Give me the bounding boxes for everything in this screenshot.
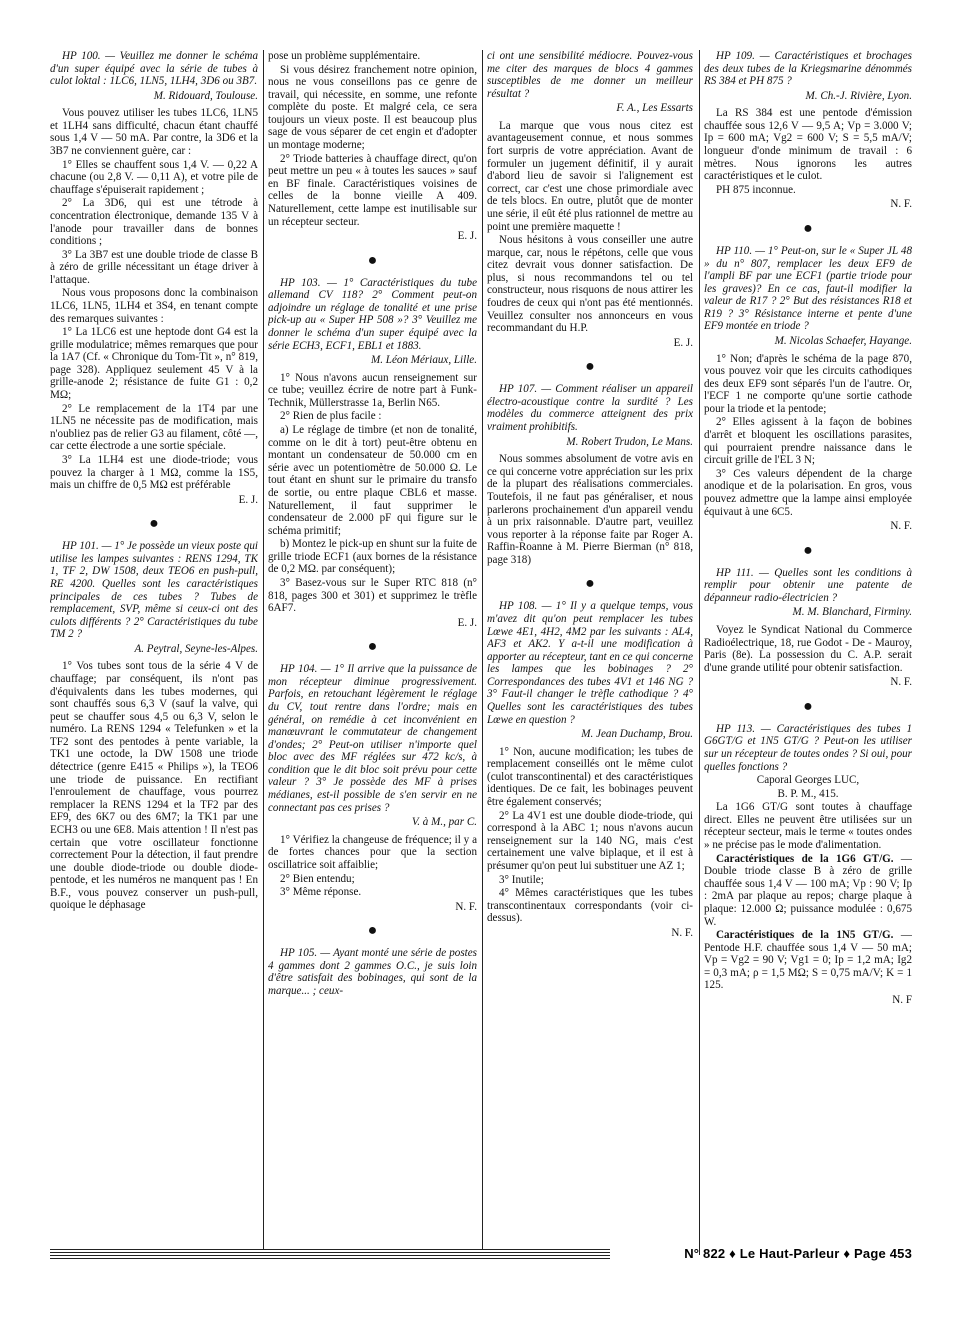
signature: F. A., Les Essarts	[616, 102, 693, 115]
question-hp104: HP 104. — 1° Il arrive que la puissance de mon récepteur diminue progressivement. Parfois, en retouchant légèrement le réglage du CV, tout rentre dans l'ordre; mais en général, on remédie à cet inconvénient en manœuvrant le commutateur de changement d'ondes; 2° Peut-on utiliser n'importe quel bloc avec des MF réglées sur 472 kc/s, à condition que le dit bloc soit prévu pour cette valeur ? 3° Je possède des MF à prises médianes, est-il possible de s'en servir en ne connectant pas ces prises ?	[268, 663, 477, 814]
signature: M. Ridouard, Toulouse.	[153, 89, 258, 102]
author-initials: E. J.	[457, 616, 477, 629]
signature: M. Léon Mériaux, Lille.	[371, 354, 477, 367]
answer-paragraph: La 1G6 GT/G sont toutes à chauffage direct. Elles ne peuvent être utilisées sur un récepteur secteur, mais le terme « toutes ondes » ne précise pas le mode d'alimentation.	[704, 801, 912, 852]
answer-paragraph: 1° Vos tubes sont tous de la série 4 V de chauffage; par conséquent, ils n'ont pas d'équivalents dans les tubes modernes, qui sont chauffés sous 6,3 V (sauf la valve, qui peut se chauffer sous 4,5 ou 6,3 V, selon le numéro. La RENS 1294 « Telefunken » et la TF2 sont des pentodes à pente variable, la TK1 une octode, la DW 1508 une triode détectrice (genre E415 « Philips »), la TEO6 une triode de puissance. En rectifiant l'enroulement de chauffage, vous pourrez remplacer la RENS 1294 et la TF2 par des EF9, des 6K7 ou des 6M7; la TK1 par une ECH3 ou une 6E8. Mais attention ! Il n'est pas certain que votre oscillateur fonctionne correctement Pour la détection, il faut prendre une double diode-triode ou double diode-pentode, et les numéros ne manquent pas ! En B.F., vous pouvez conserver un push-pull, quoique le déphasage	[50, 660, 258, 912]
answer-paragraph: Voyez le Syndicat National du Commerce Radioélectrique, 18, rue Godot - De - Mauroy, Paris (8e). La possession du C. A.P. serait d'une grande utilité pour obtenir satisfaction.	[704, 623, 912, 674]
column-4	[704, 50, 912, 1255]
signature: M. Nicolas Schaefer, Hayange.	[774, 334, 912, 347]
column-divider	[699, 50, 700, 1255]
question-hp111: HP 111. — Quelles sont les conditions à remplir pour obtenir une patente de dépanneur radio-électricien ?	[704, 566, 912, 604]
signature: M. Jean Duchamp, Brou.	[581, 728, 693, 741]
column-1	[50, 50, 258, 1255]
answer-paragraph: 1° Elles se chauffent sous 1,4 V. — 0,22 A chacune (ou 2,8 V. — 0,11 A), et votre pile de chauffage s'épuiserait rapidement ;	[50, 158, 258, 196]
author-initials: N. F	[892, 994, 912, 1006]
author-initials: N. F.	[890, 676, 912, 689]
answer-paragraph: Nous vous proposons donc la combinaison 1LC6, 1LN5, 1LH4 et 3S4, en tenant compte des remarques suivantes :	[50, 287, 258, 325]
column-3	[487, 50, 693, 1255]
author-initials: E. J.	[457, 230, 477, 243]
answer-paragraph: Nous hésitons à vous conseiller une autre marque, car, nous le répétons, celle que vous citez devrait vous donner satisfaction. De plus, si nous recommandons tel ou tel constructeur, nous risquons de nous attirer les foudres de ceux qui n'ont pas été mentionnés. Veuillez consulter nos annonceurs en vous recommandant du H.P.	[487, 234, 693, 335]
answer-paragraph: 2° Triode batteries à chauffage direct, qu'on peut mettre un peu « à toutes les sauces » sauf en BF finale. Caractéristiques voisines de celles de la bonne vieille A 409. Naturellement, cette lampe est inutilisable sur un récepteur secteur.	[268, 152, 477, 228]
answer-text: — Pentode H.F. chauffée sous 1,4 V — 50 mA; Vp = Vg2 = 90 V; Vg1 = 0; Ip = 1,2 mA; Ig2 = 0,3 mA; ρ = 1,5 MΩ; S = 0,75 mA/V; K = 1 125.	[704, 929, 912, 992]
signature: M. M. Blanchard, Firminy.	[792, 606, 912, 619]
answer-paragraph: PH 875 inconnue.	[716, 183, 796, 196]
answer-paragraph: 1° Vérifiez la changeuse de fréquence; il y a de fortes chances pour que la section oscillatrice soit affaiblie;	[268, 833, 477, 871]
separator-bullet-icon: ●	[585, 358, 595, 376]
answer-paragraph: 1° Non, aucune modification; les tubes de remplacement conseillés ont le même culot (culot transcontinental) et des caractéristiques identiques. De ce fait, les bobinages peuvent être également conservés;	[487, 745, 693, 809]
answer-paragraph: Vous pouvez utiliser les tubes 1LC6, 1LN5 et 1LH4 sans difficulté, chacun étant chauffé sous 1,4 V — 50 mA. Par contre, la 3D6 et la 3B7 ne conviennent guère, car :	[50, 107, 258, 158]
author-initials: E. J.	[673, 336, 693, 349]
subheading: Caractéristiques de la 1N5 GT/G.	[716, 929, 894, 942]
column-divider	[482, 50, 483, 1255]
answer-paragraph: 2° La 4V1 est une double diode-triode, qui correspond à la ABC 1; nous n'avons aucun renseignement sur la 140 NG, mais c'est certainement une valve biplaque, et il est à présumer qu'on peut lui substituer une AZ 1;	[487, 809, 693, 872]
question-hp105-continued: ci ont une sensibilité médiocre. Pouvez-vous me citer des marques de blocs 4 gammes susceptibles de me donner un meilleur résultat ?	[487, 50, 693, 100]
question-hp100: HP 100. — Veuillez me donner le schéma d'un super équipé avec la série de tubes à culot loktal : 1LC6, 1LN5, 1LH4, 3D6 ou 3B7.	[50, 50, 258, 88]
answer-text: — Double triode classe B à zéro de grille chauffée sous 1,4 V — 100 mA; Vp : 90 V; Ip : 2mA par plaque au repos; charge plaque à plaque: 12.000 Ω; puissance modulée : 0,675 W.	[704, 852, 912, 928]
answer-paragraph: 4° Mêmes caractéristiques que les tubes transcontinentaux correspondants (voir ci-dessus).	[487, 887, 693, 925]
author-initials: N. F.	[671, 926, 693, 939]
separator-bullet-icon: ●	[367, 638, 378, 656]
author-initials: N. F.	[890, 198, 912, 211]
question-hp103: HP 103. — 1° Caractéristiques du tube allemand CV 118? 2° Comment peut-on adjoindre un réglage de tonalité et une prise pick-up au « Super HP 508 »? 3° Veuillez me donner le schéma d'un super équipé avec la série ECH3, ECF1, EBL1 et 1883.	[268, 276, 477, 352]
answer-paragraph: La marque que vous nous citez est avantageusement connue, et nous sommes fort surpris de votre appréciation. Avant de formuler un jugement définitif, il y aurait d'abord lieu de savoir si l'alignement est correct, car c'est une chose primordiale avec de tels blocs. En outre, plutôt que de monter une série, il eût été plus rationnel de mettre au point une première maquette !	[487, 119, 693, 233]
question-hp107: HP 107. — Comment réaliser un appareil électro-acoustique contre la surdité ? Les modèles du commerce atteignent des prix vraiment prohibitifs.	[487, 383, 693, 434]
signature: A. Peytral, Seyne-les-Alpes.	[134, 642, 258, 655]
signature: Caporal Georges LUC,	[756, 774, 860, 787]
question-hp105: HP 105. — Ayant monté une série de postes 4 gammes dont 2 gammes O.C., je suis loin d'être satisfait des bobinages, qui sont de la marque... ; ceux-	[268, 947, 477, 997]
signature: M. Ch.-J. Rivière, Lyon.	[805, 89, 912, 102]
answer-paragraph: 3° Même réponse.	[280, 886, 362, 899]
answer-paragraph: 2° Bien entendu;	[280, 872, 355, 885]
separator-bullet-icon: ●	[803, 697, 813, 715]
signature: B. P. M., 415.	[777, 787, 839, 800]
subheading: Caractéristiques de la 1G6 GT/G.	[716, 852, 894, 865]
footer-page-label: N° 822 ♦ Le Haut-Parleur ♦ Page 453	[684, 1246, 912, 1261]
answer-paragraph: 2° Elles agissent à la façon de bobines d'arrêt et bloquent les oscillations parasites, qui pourraient prendre naissance dans le circuit grille de l'EL 3 N;	[704, 416, 912, 467]
answer-paragraph: b) Montez le pick-up en shunt sur la fuite de grille triode ECF1 (aux bornes de la résistance de 0,2 MΩ. par conséquent);	[268, 538, 477, 576]
answer-paragraph: Nous sommes absolument de votre avis en ce qui concerne votre appréciation sur les prix de la plupart des réalisations commerciales. Toutefois, il ne faut pas généraliser, et nous parlerons prochainement d'un appareil vendu à un prix raisonnable. D'autre part, veuillez vous reporter à la réponse faite par Roger A. Raffin-Roanne à M. Pierre Bierman (n° 818, page 318)	[487, 453, 693, 566]
author-initials: E. J.	[238, 493, 258, 506]
separator-bullet-icon: ●	[367, 251, 378, 269]
question-hp101: HP 101. — 1° Je possède un vieux poste qui utilise les lampes suivantes : RENS 1294, TK 1, TF 2, DW 1508, deux TEO6 en push-pull, RE 4200. Quelles sont les caractéristiques principales de ces tubes ? Tubes de remplacement, SVP, même si ceux-ci ont des culots différents ? 2° Caractéristiques du tube TM 2 ?	[50, 540, 258, 641]
question-hp110: HP 110. — 1° Peut-on, sur le « Super JL 48 » du n° 807, remplacer les deux EF9 de l'ampli BF par une ECF1 (partie triode pour les graves)? En ce cas, faut-il modifier la valeur de R17 ? 2° But des résistances R18 et R19 ? 3° Résistance interne et pente d'une EF9 montée en triode ?	[704, 244, 912, 333]
question-hp113: HP 113. — Caractéristiques des tubes 1 G6GT/G et 1N5 GT/G ? Peut-on les utiliser sur un récepteur de toutes ondes ? Si oui, pour quelles fonctions ?	[704, 722, 912, 773]
answer-paragraph: 1° Non; d'après le schéma de la page 870, vous pouvez voir que les circuits cathodiques des deux EF9 sont séparés l'un de l'autre. Or, l'ECF 1 ne comporte qu'une sortie cathode pour la triode et la pentode;	[704, 352, 912, 415]
answer-paragraph: 3° La 1LH4 est une diode-triode; vous pouvez la charger à 1 MΩ, comme la 1S5, mais un chiffre de 0,5 MΩ est préférable	[50, 453, 258, 492]
author-initials: N. F.	[455, 900, 477, 913]
answer-paragraph: Si vous désirez franchement notre opinion, nous ne vous conseillons pas ce genre de travail, qui nécessite, en somme, une refonte complète du poste. Et malgré cela, ce sera toujours un vieux poste. Il est beaucoup plus sage de vous séparer de cet engin et d'adopter un montage moderne;	[268, 63, 477, 152]
answer-paragraph: La RS 384 est une pentode d'émission chauffée sous 12,6 V — 9,5 A; Vp = 3.000 V; Ip = 600 mA; Vg2 = 600 V; S = 5,5 mA/V; longueur d'onde minimum de travail : 6 mètres. Nous ignorons les autres caractéristiques et le culot.	[704, 107, 912, 183]
question-hp108: HP 108. — 1° Il y a quelque temps, vous m'avez dit qu'on peut remplacer les tubes Lœwe 4E1, 4H2, 4M2 par les suivants : AL4, AF3 et AK2. Y a-t-il une modification à apporter au récepteur, tant en ce qui concerne les lampes que les bobinages ? 2° Correspondances des tubes 4V1 et 146 NG ? 3° Faut-il changer le trèfle cathodique ? 4° Quelles sont les caractéristiques des tubes Lœwe en question ?	[487, 600, 693, 726]
answer-paragraph: 2° La 3D6, qui est une tétrode à concentration électronique, demande 135 V à l'anode pour travailler dans de bonnes conditions ;	[50, 197, 258, 248]
author-initials: N. F.	[890, 520, 912, 533]
separator-bullet-icon: ●	[803, 541, 813, 559]
page-footer	[50, 1243, 912, 1269]
answer-paragraph: 3° Inutile;	[499, 873, 544, 886]
separator-bullet-icon: ●	[367, 922, 378, 940]
footer-hatch-rule	[50, 1249, 610, 1261]
answer-paragraph: 3° Ces valeurs dépendent de la charge anodique et de la polarisation. En gros, vous pouvez admettre que la lampe ainsi employée équivaut à une 6C5.	[704, 467, 912, 518]
answer-paragraph: 1° La 1LC6 est une heptode dont G4 est la grille modulatrice; mêmes remarques que pour la 1A7 (Cf. « Chronique du Tom-Tit », n° 819, page 328). Appliquez seulement 45 V à la grille-anode 2; résistance de fuite G1 : 0,2 MΩ;	[50, 326, 258, 402]
answer-paragraph: 1° Nous n'avons aucun renseignement sur ce tube; veuillez écrire de notre part à Funk-Technik, Müllerstrasse 1a, Berlin N65.	[268, 371, 477, 409]
answer-paragraph: 2° Le remplacement de la 1T4 par une 1LN5 ne nécessite pas de modification, mais n'oubliez pas de relier G3 au filament, côté —, car cette électrode a une sortie spéciale.	[50, 402, 258, 453]
answer-paragraph: 3° Basez-vous sur le Super RTC 818 (n° 818, pages 300 et 301) et supprimez le trèfle 6AF7.	[268, 576, 477, 615]
answer-paragraph: 2° Rien de plus facile :	[280, 410, 382, 423]
separator-bullet-icon: ●	[803, 219, 813, 237]
signature: M. Robert Trudon, Le Mans.	[566, 435, 693, 448]
answer-paragraph: pose un problème supplémentaire.	[268, 50, 421, 62]
separator-bullet-icon: ●	[149, 515, 159, 533]
magazine-page	[50, 50, 912, 1260]
signature: V. à M., par C.	[411, 816, 477, 829]
answer-paragraph: a) Le réglage de timbre (et non de tonalité, comme on le dit à tort) peut-être obtenu en montant un condensateur de 50.000 cm en série avec un potentiomètre de 50.000 Ω. Le tout étant en shunt sur le primaire du transfo de sortie, ou entre plaque CBL6 et masse. Naturellement, il faut supprimer le condensateur de 2.000 pF qui figure sur le schéma primitif;	[268, 424, 477, 537]
answer-paragraph	[704, 853, 912, 928]
column-2	[268, 50, 477, 1255]
answer-paragraph: 3° La 3B7 est une double triode de classe B à zéro de grille nécessitant un étage driver à l'attaque.	[50, 248, 258, 286]
separator-bullet-icon: ●	[585, 575, 595, 593]
question-hp109: HP 109. — Caractéristiques et brochages des deux tubes de la Kriegsmarine dénommés RS 384 et PH 875 ?	[704, 50, 912, 88]
answer-paragraph	[704, 929, 912, 992]
column-divider	[263, 50, 264, 1255]
